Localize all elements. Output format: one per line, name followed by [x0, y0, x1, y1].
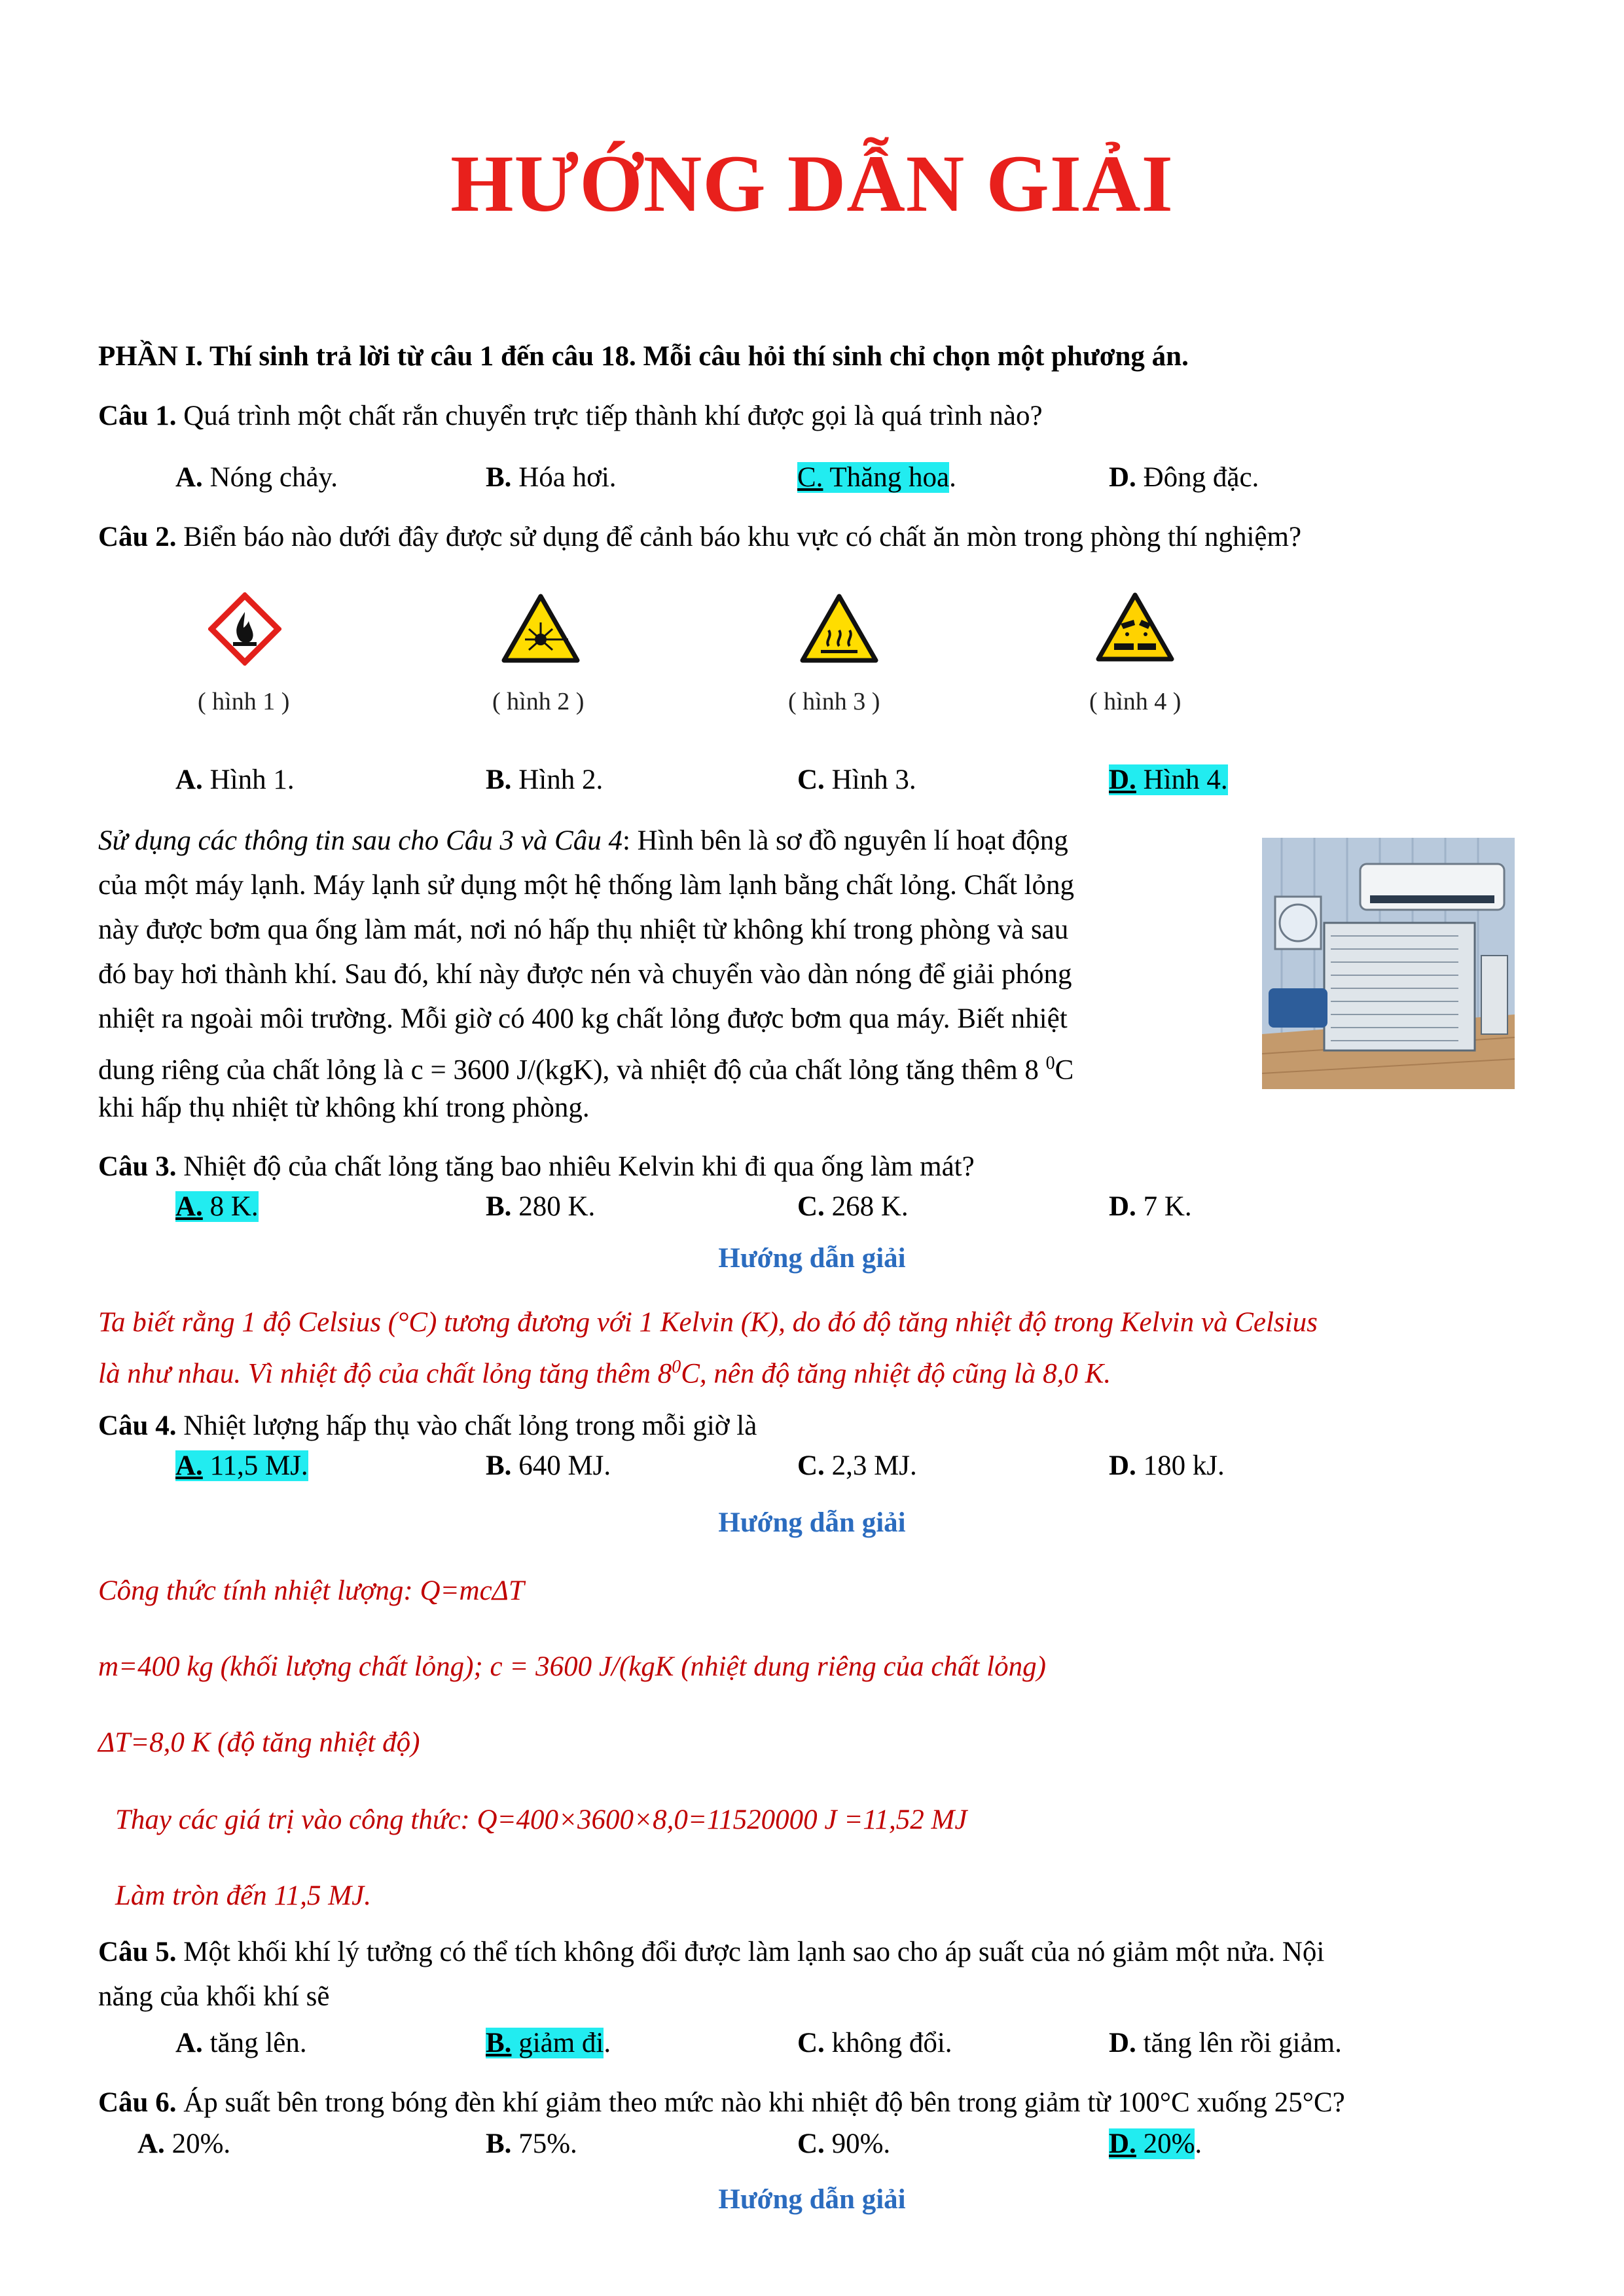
option-text: 640 MJ. [511, 1450, 611, 1481]
question-1-label: Câu 1. [98, 401, 177, 431]
option-letter: C. [797, 462, 823, 493]
q6-option-b[interactable] [486, 2125, 577, 2164]
shared-info-intro: Sử dụng các thông tin sau cho Câu 3 và Câu 4 [98, 825, 623, 856]
shared-info-line-5: nhiệt ra ngoài môi trường. Mỗi giờ có 400 kg chất lỏng được bơm qua máy. Biết nhiệt [98, 1003, 1068, 1034]
option-period: . [1195, 2128, 1202, 2159]
option-text: Nóng chảy. [202, 462, 338, 493]
shared-info-line-4: đó bay hơi thành khí. Sau đó, khí này được nén và chuyển vào dàn nóng để giải phóng [98, 959, 1072, 990]
caption-figure-4: ( hình 4 ) [1089, 688, 1182, 715]
option-text: Hình 3. [824, 764, 916, 795]
question-2-text: Biển báo nào dưới đây được sử dụng để cảnh báo khu vực có chất ăn mòn trong phòng thí nghiệm? [176, 522, 1302, 552]
corrosive-sign-icon [1094, 591, 1176, 664]
option-letter: D. [1109, 764, 1136, 795]
question-6-text: Áp suất bên trong bóng đèn khí giảm theo mức nào khi nhiệt độ bên trong giảm từ 100°C xuống 25°C? [176, 2087, 1345, 2118]
q4-option-d[interactable] [1109, 1446, 1225, 1486]
page-title: HƯỚNG DẪN GIẢI [450, 139, 1174, 228]
option-text: 7 K. [1136, 1191, 1192, 1222]
option-period: . [604, 2028, 611, 2058]
option-letter: B. [486, 1450, 512, 1481]
option-text: 11,5 MJ. [202, 1450, 308, 1481]
option-text: Hình 4. [1136, 764, 1228, 795]
question-3-label: Câu 3. [98, 1151, 177, 1182]
q2-option-c[interactable] [797, 761, 916, 800]
shared-info-line-3: này được bơm qua ống làm mát, nơi nó hấp thụ nhiệt từ không khí trong phòng và sau [98, 914, 1069, 945]
question-5 [98, 1931, 1324, 1974]
solution-q3-line-1: Ta biết rằng 1 độ Celsius (°C) tương đương với 1 Kelvin (K), do đó độ tăng nhiệt độ trong Kelvin và Celsius [98, 1307, 1318, 1338]
option-text: 280 K. [511, 1191, 596, 1222]
q3-option-a[interactable] [175, 1187, 259, 1227]
option-text: 8 K. [202, 1191, 259, 1222]
option-text: Hóa hơi. [511, 462, 617, 493]
question-4-label: Câu 4. [98, 1410, 177, 1441]
answer-highlight [486, 2028, 604, 2058]
answer-highlight [1109, 2128, 1195, 2159]
option-text: tăng lên. [202, 2028, 307, 2058]
caption-figure-2: ( hình 2 ) [492, 688, 585, 715]
shared-info-line-2: của một máy lạnh. Máy lạnh sử dụng một hệ thống làm lạnh bằng chất lỏng. Chất lỏng [98, 870, 1075, 901]
option-letter: B. [486, 764, 512, 795]
option-letter: D. [1109, 1450, 1136, 1481]
q3-option-b[interactable] [486, 1187, 595, 1227]
solution-text: là như nhau. Vì nhiệt độ của chất lỏng tăng thêm 8 [98, 1358, 672, 1390]
option-text: 180 kJ. [1136, 1450, 1225, 1481]
solution-q4-line-2: m=400 kg (khối lượng chất lỏng); c = 3600 J/(kgK (nhiệt dung riêng của chất lỏng) [98, 1651, 1046, 1682]
option-letter: A. [137, 2128, 165, 2159]
option-letter: D. [1109, 462, 1136, 493]
question-6-label: Câu 6. [98, 2087, 177, 2118]
option-text: 20% [1136, 2128, 1195, 2159]
option-text: 268 K. [824, 1191, 909, 1222]
solution-q3-line-2 [98, 1346, 1111, 1395]
shared-info-text: : Hình bên là sơ đồ nguyên lí hoạt động [622, 825, 1068, 856]
option-letter: C. [797, 1191, 825, 1222]
q6-option-c[interactable] [797, 2125, 890, 2164]
question-4 [98, 1405, 757, 1448]
solution-heading-q3: Hướng dẫn giải [718, 1243, 906, 1274]
option-period: . [949, 462, 956, 493]
option-text: 75%. [511, 2128, 577, 2159]
hot-surface-sign-icon [799, 592, 880, 664]
option-letter: B. [486, 462, 512, 493]
option-letter: D. [1109, 1191, 1136, 1222]
shared-info-text: dung riêng của chất lỏng là c = 3600 J/(kgK), và nhiệt độ của chất lỏng tăng thêm 8 [98, 1054, 1046, 1086]
question-3 [98, 1145, 975, 1189]
option-letter: B. [486, 1191, 512, 1222]
q1-option-c[interactable] [797, 458, 956, 497]
answer-highlight [175, 1191, 259, 1222]
question-3-text: Nhiệt độ của chất lỏng tăng bao nhiêu Kelvin khi đi qua ống làm mát? [176, 1151, 975, 1182]
answer-highlight [797, 462, 949, 493]
caption-figure-1: ( hình 1 ) [198, 688, 290, 715]
q3-option-d[interactable] [1109, 1187, 1192, 1227]
laser-warning-sign-icon [500, 592, 581, 664]
option-letter: C. [797, 764, 825, 795]
option-text: 20%. [164, 2128, 231, 2159]
q1-option-a[interactable] [175, 458, 338, 497]
option-text: không đổi. [824, 2028, 952, 2058]
solution-q4-line-5: Làm tròn đến 11,5 MJ. [115, 1880, 371, 1911]
option-text: Hình 1. [202, 764, 295, 795]
answer-highlight [175, 1450, 308, 1481]
air-conditioner-illustration [1262, 838, 1515, 1089]
option-text: tăng lên rồi giảm. [1136, 2028, 1342, 2058]
degree-superscript: 0 [672, 1357, 681, 1377]
q4-option-c[interactable] [797, 1446, 917, 1486]
q5-option-a[interactable] [175, 2024, 307, 2063]
q6-option-d[interactable] [1109, 2125, 1202, 2164]
solution-q4-line-4: Thay các giá trị vào công thức: Q=400×3600×8,0=11520000 J =11,52 MJ [115, 1804, 967, 1835]
question-1 [98, 395, 1043, 438]
q5-option-c[interactable] [797, 2024, 952, 2063]
part-heading [98, 335, 1189, 378]
shared-info-line-1 [98, 819, 1068, 863]
option-letter: A. [175, 462, 203, 493]
option-text: Hình 2. [511, 764, 604, 795]
q1-option-d[interactable] [1109, 458, 1259, 497]
degree-superscript: 0 [1045, 1053, 1055, 1073]
option-text: Thăng hoa [823, 462, 950, 493]
option-letter: D. [1109, 2028, 1136, 2058]
option-text: 2,3 MJ. [824, 1450, 917, 1481]
flammable-sign-icon [208, 592, 281, 666]
unit-text: C [1055, 1054, 1074, 1086]
q4-option-b[interactable] [486, 1446, 611, 1486]
option-letter: A. [175, 1450, 203, 1481]
shared-info-line-7: khi hấp thụ nhiệt từ không khí trong phòng. [98, 1092, 590, 1123]
solution-heading-q4: Hướng dẫn giải [718, 1507, 906, 1538]
question-5-text: Một khối khí lý tưởng có thể tích không đổi được làm lạnh sao cho áp suất của nó giảm một nửa. Nội [176, 1937, 1325, 1967]
question-4-text: Nhiệt lượng hấp thụ vào chất lỏng trong mỗi giờ là [176, 1410, 757, 1441]
question-2-label: Câu 2. [98, 522, 177, 552]
q1-option-b[interactable] [486, 458, 617, 497]
option-letter: A. [175, 764, 203, 795]
option-letter: C. [797, 2028, 825, 2058]
option-text: Đông đặc. [1136, 462, 1259, 493]
question-1-text: Quá trình một chất rắn chuyển trực tiếp thành khí được gọi là quá trình nào? [176, 401, 1043, 431]
q3-option-c[interactable] [797, 1187, 909, 1227]
solution-heading-q6: Hướng dẫn giải [718, 2184, 906, 2215]
option-letter: A. [175, 1191, 203, 1222]
option-letter: D. [1109, 2128, 1136, 2159]
option-letter: C. [797, 1450, 825, 1481]
q2-option-d[interactable] [1109, 761, 1228, 800]
shared-info-line-6 [98, 1042, 1074, 1092]
question-2 [98, 516, 1301, 559]
solution-q4-line-3: ΔT=8,0 K (độ tăng nhiệt độ) [98, 1727, 420, 1758]
q6-option-a[interactable] [137, 2125, 230, 2164]
solution-q4-line-1: Công thức tính nhiệt lượng: Q=mcΔT [98, 1575, 524, 1606]
option-text: 90%. [824, 2128, 891, 2159]
q2-option-a[interactable] [175, 761, 295, 800]
q4-option-a[interactable] [175, 1446, 308, 1486]
answer-highlight [1109, 764, 1228, 795]
caption-figure-3: ( hình 3 ) [788, 688, 880, 715]
q2-option-b[interactable] [486, 761, 603, 800]
q5-option-b[interactable] [486, 2024, 611, 2063]
part-heading-text: PHẦN I. Thí sinh trả lời từ câu 1 đến câu 18. Mỗi câu hỏi thí sinh chỉ chọn một phương án. [98, 341, 1189, 372]
option-letter: C. [797, 2128, 825, 2159]
q5-option-d[interactable] [1109, 2024, 1342, 2063]
question-5-label: Câu 5. [98, 1937, 177, 1967]
option-text: giảm đi [511, 2028, 604, 2058]
option-letter: B. [486, 2028, 512, 2058]
option-letter: A. [175, 2028, 203, 2058]
solution-text: C, nên độ tăng nhiệt độ cũng là 8,0 K. [681, 1358, 1111, 1390]
option-letter: B. [486, 2128, 512, 2159]
question-5-line-2: năng của khối khí sẽ [98, 1981, 330, 2012]
question-6 [98, 2081, 1345, 2125]
